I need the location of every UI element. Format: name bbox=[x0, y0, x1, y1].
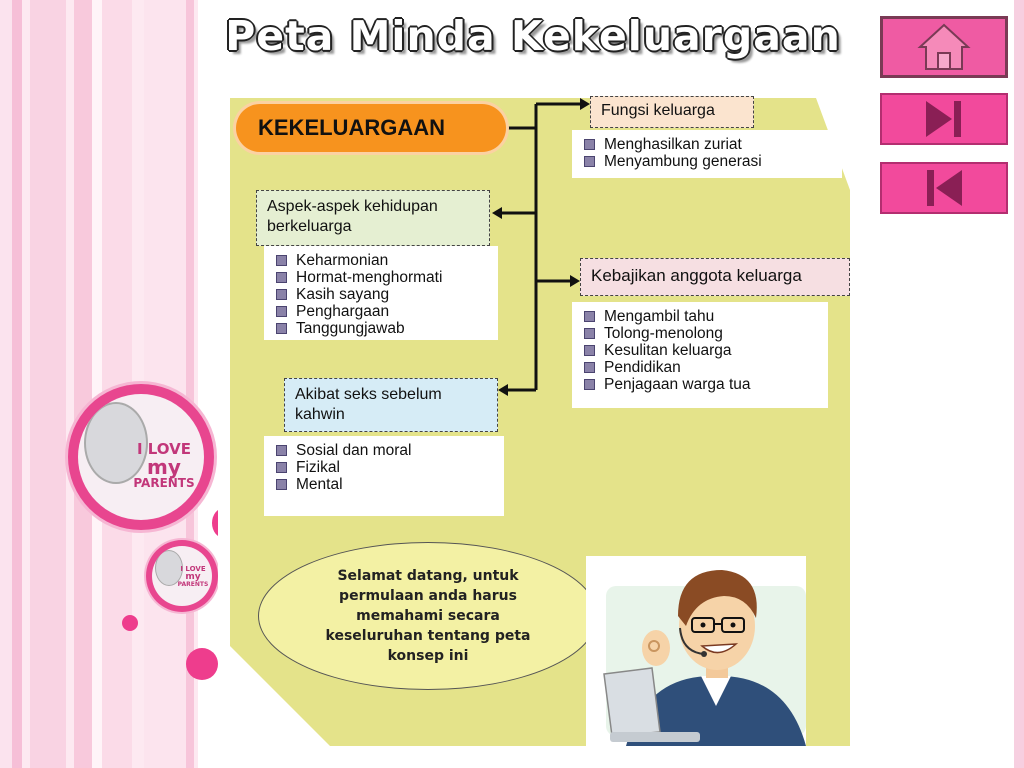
badge-text-line3: PARENTS bbox=[133, 476, 195, 490]
list-item: Pendidikan bbox=[604, 359, 818, 376]
list-item: Penghargaan bbox=[296, 303, 488, 320]
list-item: Menghasilkan zuriat bbox=[604, 136, 832, 153]
node-title-line1: Akibat seks sebelum bbox=[295, 386, 442, 403]
node-title-line1: Aspek-aspek kehidupan bbox=[267, 198, 438, 215]
speech-line: permulaan anda harus bbox=[339, 588, 517, 604]
list-item: Sosial dan moral bbox=[296, 442, 494, 459]
speech-line: memahami secara bbox=[356, 608, 500, 624]
list-item: Penjagaan warga tua bbox=[604, 376, 818, 393]
node-fungsi-keluarga: Fungsi keluarga bbox=[590, 96, 754, 128]
speech-line: Selamat datang, untuk bbox=[337, 568, 519, 584]
list-item: Kasih sayang bbox=[296, 286, 488, 303]
mind-map-root-node: KEKELUARGAAN bbox=[236, 104, 506, 152]
node-title-line2: berkeluarga bbox=[267, 218, 352, 235]
cartoon-man-illustration bbox=[586, 556, 806, 746]
list-item: Tanggungjawab bbox=[296, 320, 488, 337]
list-item: Keharmonian bbox=[296, 252, 488, 269]
badge-small-text-line1: I LOVE bbox=[180, 565, 206, 573]
list-item: Mengambil tahu bbox=[604, 308, 818, 325]
speech-line: konsep ini bbox=[387, 648, 469, 664]
list-item: Fizikal bbox=[296, 459, 494, 476]
list-item: Mental bbox=[296, 476, 494, 493]
badge-text-line2: my bbox=[147, 455, 181, 479]
node-title-line2: kahwin bbox=[295, 406, 345, 423]
list-item: Kesulitan keluarga bbox=[604, 342, 818, 359]
page-title: Peta Minda Kekeluargaan bbox=[225, 12, 841, 60]
list-item: Menyambung generasi bbox=[604, 153, 832, 170]
speech-line: keseluruhan tentang peta bbox=[325, 628, 531, 644]
list-item: Tolong-menolong bbox=[604, 325, 818, 342]
badge-text-line1: I LOVE bbox=[136, 440, 192, 458]
speech-bubble bbox=[258, 542, 598, 690]
node-kebajikan-anggota: Kebajikan anggota keluarga bbox=[580, 258, 850, 296]
list-item: Hormat-menghormati bbox=[296, 269, 488, 286]
badge-small-text-line2: my bbox=[185, 572, 201, 582]
badge-small-text-line3: PARENTS bbox=[177, 581, 209, 588]
